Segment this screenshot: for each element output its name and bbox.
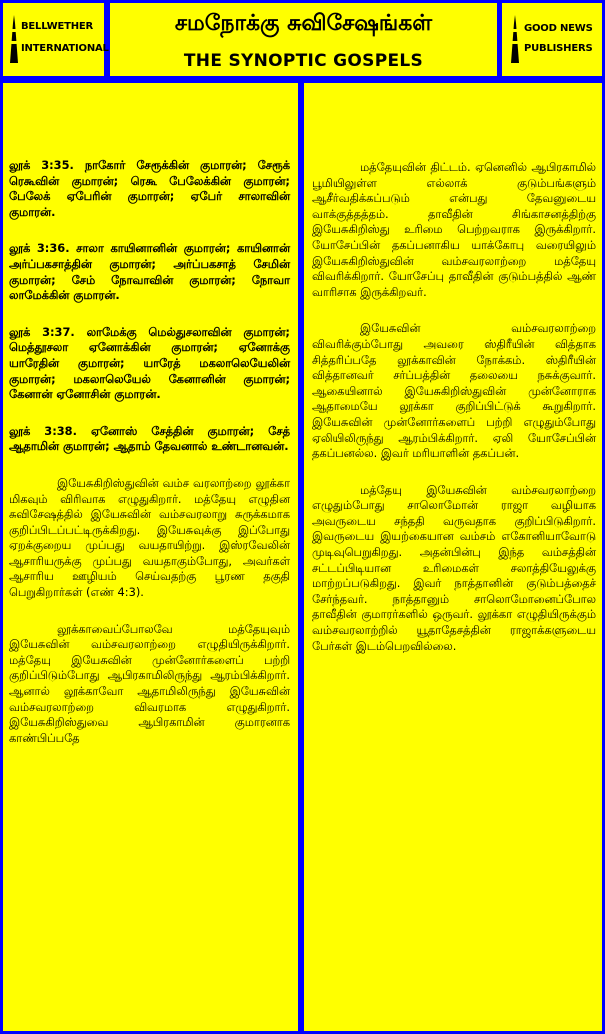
bellwether-logo	[3, 3, 109, 76]
verse-luke-3-35: லூக் 3:35. நாகோர் சேரூக்கின் குமாரன்; சேரூக் ரெகூவின் குமாரன்; ரெகூ பேலேக்கின் குமாரன்; பேலேக் ஏபேரின் குமாரன்; ஏபேர் சாலாவின் குமாரன்.	[9, 158, 290, 219]
tower-icon	[9, 15, 19, 63]
page-title-english: THE SYNOPTIC GOSPELS	[183, 51, 424, 71]
good-news-name-line2: PUBLISHERS	[524, 43, 593, 54]
commentary-paragraph: லூக்காவைப்போலவே மத்தேயுவும் இயேசுவின் வம்சவரலாற்றை எழுதியிருக்கிறார். மத்தேயு இயேசுவின் முன்னோர்களைப் பற்றி குறிப்பிடும்போது ஆபிரகாமிலிருந்து ஆரம்பிக்கிறார். ஆனால் லூக்காவோ ஆதாமிலிருந்து இயேசுவின் வம்சவரலாற்றை விவரமாக எழுதுகிறார். இயேசுகிறிஸ்துவை ஆபிரகாமின் குமாரனாக காண்பிப்பதே	[9, 621, 290, 745]
bellwether-name-line2: INTERNATIONAL	[21, 43, 109, 54]
commentary-paragraph: மத்தேயு இயேசுவின் வம்சவரலாற்றை எழுதும்போது சாலொமோன் ராஜா வழியாக அவருடைய சந்ததி வருவதாக குறிப்பிடுகிறார். இவருடைய இயற்கையான வம்சம் எகோனியாவோடு முடிவுபெறுகிறது. அதன்பின்பு இந்த வம்சத்தின் சட்டப்பிடியான உரிமைகள் சலாத்தியேலுக்கு மாற்றப்படுகிறது. இவர் நாத்தானின் குடும்பத்தைச் சேர்ந்தவர். நாத்தானும் சாலொமோனைப்போல தாவீதின் குமாரர்களில் ஒருவர். லூக்கா எழுதியிருக்கும் வம்சவரலாற்றில் யூதாதேசத்தின் ராஜாக்களுடைய பேர்கள் இடம்பெறவில்லை.	[312, 482, 596, 653]
tower-icon	[510, 15, 520, 63]
verse-luke-3-37: லூக் 3:37. லாமேக்கு மெல்துசலாவின் குமாரன்; மெத்தூசலா ஏனோக்கின் குமாரன்; ஏனோக்கு யாரேதின் குமாரன்; யாரேத் மகலாலெயேலின் குமாரன்; மகலாலெயேல் கேனானின் குமாரன்; கேனான் ஏனோசின் குமாரன்.	[9, 324, 290, 402]
bellwether-name-line1: BELLWETHER	[21, 21, 94, 32]
commentary-paragraph: இயேசுகிறிஸ்துவின் வம்ச வரலாற்றை லூக்கா மிகவும் விரிவாக எழுதுகிறார். மத்தேயு எழுதின சுவிசேஷத்தில் இயேசுவின் வம்சவரலாறு சுருக்கமாக குறிப்பிடப்பட்டிருக்கிறது. இயேசுவுக்கு இப்போது ஏறக்குறைய முப்பது வயதாயிற்று. இஸ்ரவேலின் ஆசாரியருக்கு முப்பது வயதாகும்போது, அவர்கள் ஆசாரிய ஊழியம் செய்வதற்கு பூரண தகுதி பெறுகிறார்கள் (எண் 4:3).	[9, 475, 290, 600]
verse-luke-3-38: லூக் 3:38. ஏனோஸ் சேத்தின் குமாரன்; சேத் ஆதாமின் குமாரன்; ஆதாம் தேவனால் உண்டானவன்.	[9, 423, 290, 454]
verse-luke-3-36: லூக் 3:36. சாலா காயினானின் குமாரன்; காயினான் அர்ப்பகசாத்தின் குமாரன்; அர்ப்பகசாத் சேமின் குமாரன்; சேம் நோவாவின் குமாரன்; நோவா லாமேக்கின் குமாரன்.	[9, 241, 290, 303]
right-column	[304, 83, 602, 1031]
commentary-paragraph: இயேசுவின் வம்சவரலாற்றை விவரிக்கும்போது அவரை ஸ்திரீயின் வித்தாக சித்தரிப்பதே லூக்காவின் நோக்கம். ஸ்திரீயின் வித்தானவர் சர்ப்பத்தின் தலையை நசுக்குவார். ஆகையினால் இயேசுகிறிஸ்துவின் முன்னோராக ஆதாமையே லூக்கா குறிப்பிட்டுக் கூறுகிறார். இயேசுவின் முன்னோர்களைப் பற்றி எழுதும்போது ஏலியிலிருந்து ஆரம்பிக்கிறார். ஏலி யோசேப்பின் தகப்பனல்ல. இவர் மரியாளின் தகப்பன்.	[312, 321, 596, 461]
title-box	[110, 3, 497, 76]
page-title-tamil: சமநோக்கு சுவிசேஷங்கள்	[174, 11, 433, 36]
content-frame	[0, 80, 605, 1034]
good-news-logo	[502, 3, 602, 76]
commentary-paragraph: மத்தேயுவின் திட்டம். ஏனெனில் ஆபிரகாமில் பூமியிலுள்ள எல்லாக் குடும்பங்களும் ஆசீர்வதிக்கப்படும் என்பது தேவனுடைய வாக்குத்தத்தம். தாவீதின் சிங்காசனத்திற்கு இயேசுகிறிஸ்து உரிமை பெற்றவராக இருக்கிறார். யோசேப்பின் தகப்பனாகிய யாக்கோபு வரையிலும் இயேசுகிறிஸ்துவின் வம்சவரலாற்றை மத்தேயு விவரிக்கிறார். யோசேப்பு தாவீதின் குடும்பத்தில் ஆண் வாரிசாக இருக்கிறவர்.	[312, 160, 596, 299]
left-column	[3, 83, 298, 1031]
good-news-name-line1: GOOD NEWS	[524, 23, 593, 34]
header-bar	[0, 0, 605, 80]
